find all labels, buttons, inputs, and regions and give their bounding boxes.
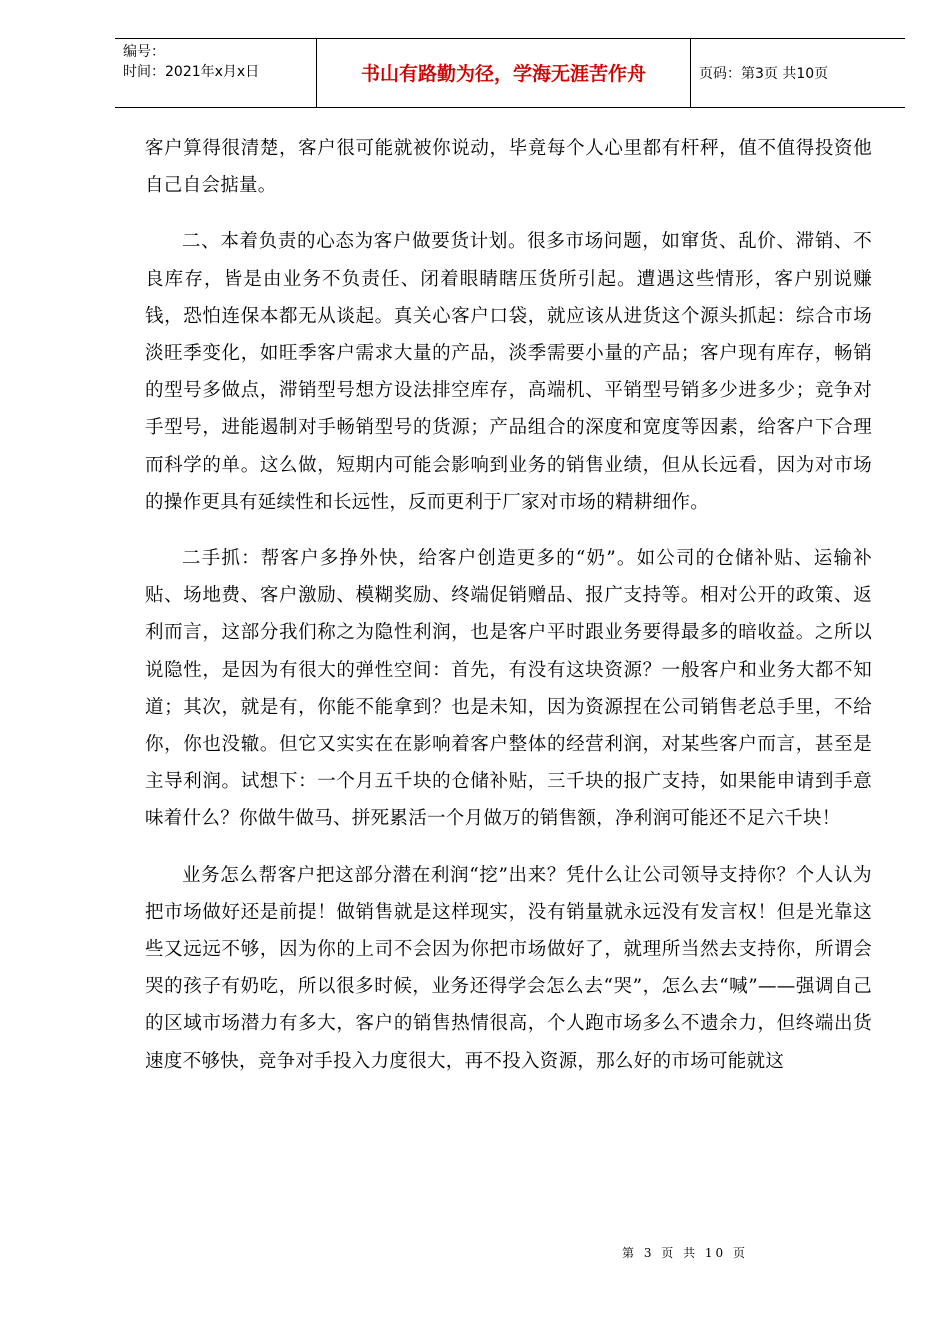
paragraph: 二、本着负责的心态为客户做要货计划。很多市场问题，如窜货、乱价、滞销、不良库存，皆是由业务不负责任、闭着眼睛瞎压货所引起。遭遇这些情形，客户别说赚钱，恐怕连保本都无从谈起。真关心客户口袋，就应该从进货这个源头抓起：综合市场淡旺季变化，如旺季客户需求大量的产品，淡季需要小量的产品；客户现有库存，畅销的型号多做点，滞销型号想方设法排空库存，高端机、平销型号销多少进多少；竞争对手型号，进能遏制对手畅销型号的货源；产品组合的深度和宽度等因素，给客户下合理而科学的单。这么做，短期内可能会影响到业务的销售业绩，但从长远看，因为对市场的操作更具有延续性和长远性，反而更利于厂家对市场的精耕细作。 bbox=[145, 231, 872, 513]
footer-page-number: 第 3 页 共 10 页 bbox=[622, 1246, 748, 1260]
header-page-cell bbox=[691, 39, 905, 107]
paragraph-continuation: 客户算得很清楚，客户很可能就被你说动，毕竟每个人心里都有杆秤，值不值得投资他自己自会掂量。 bbox=[145, 138, 872, 197]
paragraph: 业务怎么帮客户把这部分潜在利润“挖”出来？凭什么让公司领导支持你？个人认为把市场做好还是前提！做销售就是这样现实，没有销量就永远没有发言权！但是光靠这些又远远不够，因为你的上司不会因为你把市场做好了，就理所当然去支持你，所谓会哭的孩子有奶吃，所以很多时候，业务还得学会怎么去“哭”，怎么去“喊”——强调自己的区域市场潜力有多大，客户的销售热情很高，个人跑市场多么不遗余力，但终端出货速度不够快，竞争对手投入力度很大，再不投入资源，那么好的市场可能就这 bbox=[145, 864, 872, 1072]
page-footer bbox=[560, 1244, 810, 1261]
time-label: 时间：2021年x月x日 bbox=[123, 64, 260, 80]
paragraph: 二手抓：帮客户多挣外快，给客户创造更多的“奶”。如公司的仓储补贴、运输补贴、场地费、客户激励、模糊奖励、终端促销赠品、报广支持等。相对公开的政策、返利而言，这部分我们称之为隐性利润，也是客户平时跟业务要得最多的暗收益。之所以说隐性，是因为有很大的弹性空间：首先，有没有这块资源？一般客户和业务大都不知道；其次，就是有，你能不能拿到？也是未知，因为资源捏在公司销售老总手里，不给你，你也没辙。但它又实实在在影响着客户整体的经营利润，对某些客户而言，甚至是主导利润。试想下：一个月五千块的仓储补贴，三千块的报广支持，如果能申请到手意味着什么？你做牛做马、拼死累活一个月做万的销售额，净利润可能还不足六千块！ bbox=[145, 548, 872, 830]
motto-text: 书山有路勤为径，学海无涯苦作舟 bbox=[360, 62, 646, 85]
header-page-label: 页码：第3页 共10页 bbox=[699, 66, 829, 82]
document-body bbox=[145, 130, 872, 1099]
header-motto-cell bbox=[317, 39, 691, 107]
serial-label: 编号： bbox=[123, 44, 165, 60]
header-meta-cell bbox=[115, 39, 317, 107]
page-header bbox=[115, 38, 905, 108]
